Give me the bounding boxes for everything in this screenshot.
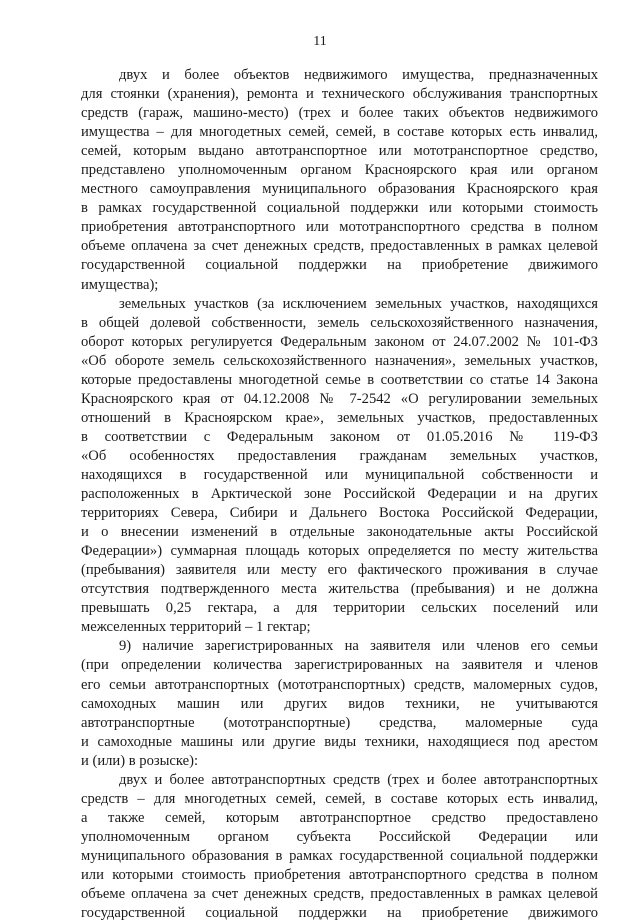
- text-line: средств – для многодетных семей, семей, в составе которых есть инвалид,: [81, 790, 598, 807]
- text-line: 9) наличие зарегистрированных на заявителя или членов его семьи: [119, 638, 598, 655]
- text-line: двух и более объектов недвижимого имущества, предназначенных: [119, 67, 598, 83]
- text-line: представлено уполномоченным органом Красноярского края или органом: [81, 162, 598, 179]
- text-line: территориях Севера, Сибири и Дальнего Востока Российской Федерации,: [81, 505, 598, 522]
- text-line: или которыми стоимость приобретения автотранспортного средства в полном: [81, 866, 598, 883]
- text-line: расположенных в Арктической зоне Российской Федерации и на других: [81, 486, 598, 503]
- text-line: (при определении количества зарегистрированных на заявителя и членов: [81, 657, 598, 674]
- text-line: двух и более автотранспортных средств (трех и более автотранспортных: [119, 771, 598, 788]
- text-line: приобретения автотранспортного или мототранспортного средства в полном: [81, 219, 598, 236]
- text-line: находящихся в государственной или муниципальной собственности и: [81, 466, 598, 483]
- text-line: которые предоставлены многодетной семье в соответствии со статье 14 Закона: [81, 371, 598, 388]
- text-line: Федерации») суммарная площадь которых определяется по месту жительства: [81, 543, 598, 560]
- page-number: 11: [313, 34, 327, 49]
- text-line: и самоходные машины или другие виды техники, находящиеся под арестом: [81, 733, 598, 750]
- text-line: для стоянки (хранения), ремонта и технического обслуживания транспортных: [81, 86, 598, 103]
- text-line: объеме оплачена за счет денежных средств, предоставленных в рамках целевой: [81, 238, 598, 255]
- text-line: отсутствия подтвержденного места жительства (пребывания) и не должна: [81, 581, 598, 598]
- text-line: и о внесении изменений в отдельные законодательные акты Российской: [81, 524, 598, 541]
- text-line: объеме оплачена за счет денежных средств, предоставленных в рамках целевой: [81, 886, 598, 903]
- text-line: уполномоченным органом субъекта Российской Федерации или: [81, 828, 598, 845]
- text-line: (пребывания) заявителя или месту его фактического проживания в случае: [81, 562, 598, 579]
- text-line: имущества);: [81, 276, 159, 293]
- text-line: «Об особенностях предоставления гражданам земельных участков,: [81, 447, 598, 464]
- text-line: отношений в Красноярском крае», земельных участков, предоставленных: [81, 409, 598, 426]
- text-line: в рамках государственной социальной поддержки или которыми стоимость: [81, 200, 598, 217]
- text-line: Красноярского края от 04.12.2008 № 7-2542 «О регулировании земельных: [81, 390, 598, 407]
- text-line: в соответствии с Федеральным законом от 01.05.2016 № 119-ФЗ: [81, 428, 598, 445]
- text-line: межселенных территорий – 1 гектар;: [81, 619, 311, 636]
- text-line: автотранспортные (мототранспортные) средства, маломерные суда: [81, 714, 598, 731]
- text-line: «Об обороте земель сельскохозяйственного назначения», земельных участков,: [81, 352, 598, 369]
- text-line: самоходных машин или других видов техники, не учитываются: [81, 695, 598, 712]
- text-line: имущества – для многодетных семей, семей, в составе которых есть инвалид,: [81, 124, 598, 141]
- text-line: семей, которым выдано автотранспортное или мототранспортное средство,: [81, 143, 598, 160]
- text-line: и (или) в розыске):: [81, 752, 199, 769]
- text-line: государственной социальной поддержки на приобретение движимого: [81, 905, 598, 922]
- text-line: земельных участков (за исключением земельных участков, находящихся: [119, 295, 598, 312]
- document-body: [81, 66, 598, 923]
- text-line: его семьи автотранспортных (мототранспортных) средств, маломерных судов,: [81, 676, 598, 693]
- text-line: государственной социальной поддержки на приобретение движимого: [81, 257, 598, 274]
- text-line: превышать 0,25 гектара, а для территории сельских поселений или: [81, 600, 598, 617]
- text-line: оборот которых регулируется Федеральным законом от 24.07.2002 № 101-ФЗ: [81, 333, 598, 350]
- text-line: а также семей, которым автотранспортное средство предоставлено: [81, 809, 598, 826]
- text-line: местного самоуправления муниципального образования Красноярского края: [81, 181, 598, 198]
- text-line: средств (гараж, машино-место) (трех и более таких объектов недвижимого: [81, 105, 598, 122]
- text-line: муниципального образования в рамках государственной социальной поддержки: [81, 847, 598, 864]
- text-line: в общей долевой собственности, земель сельскохозяйственного назначения,: [81, 314, 598, 331]
